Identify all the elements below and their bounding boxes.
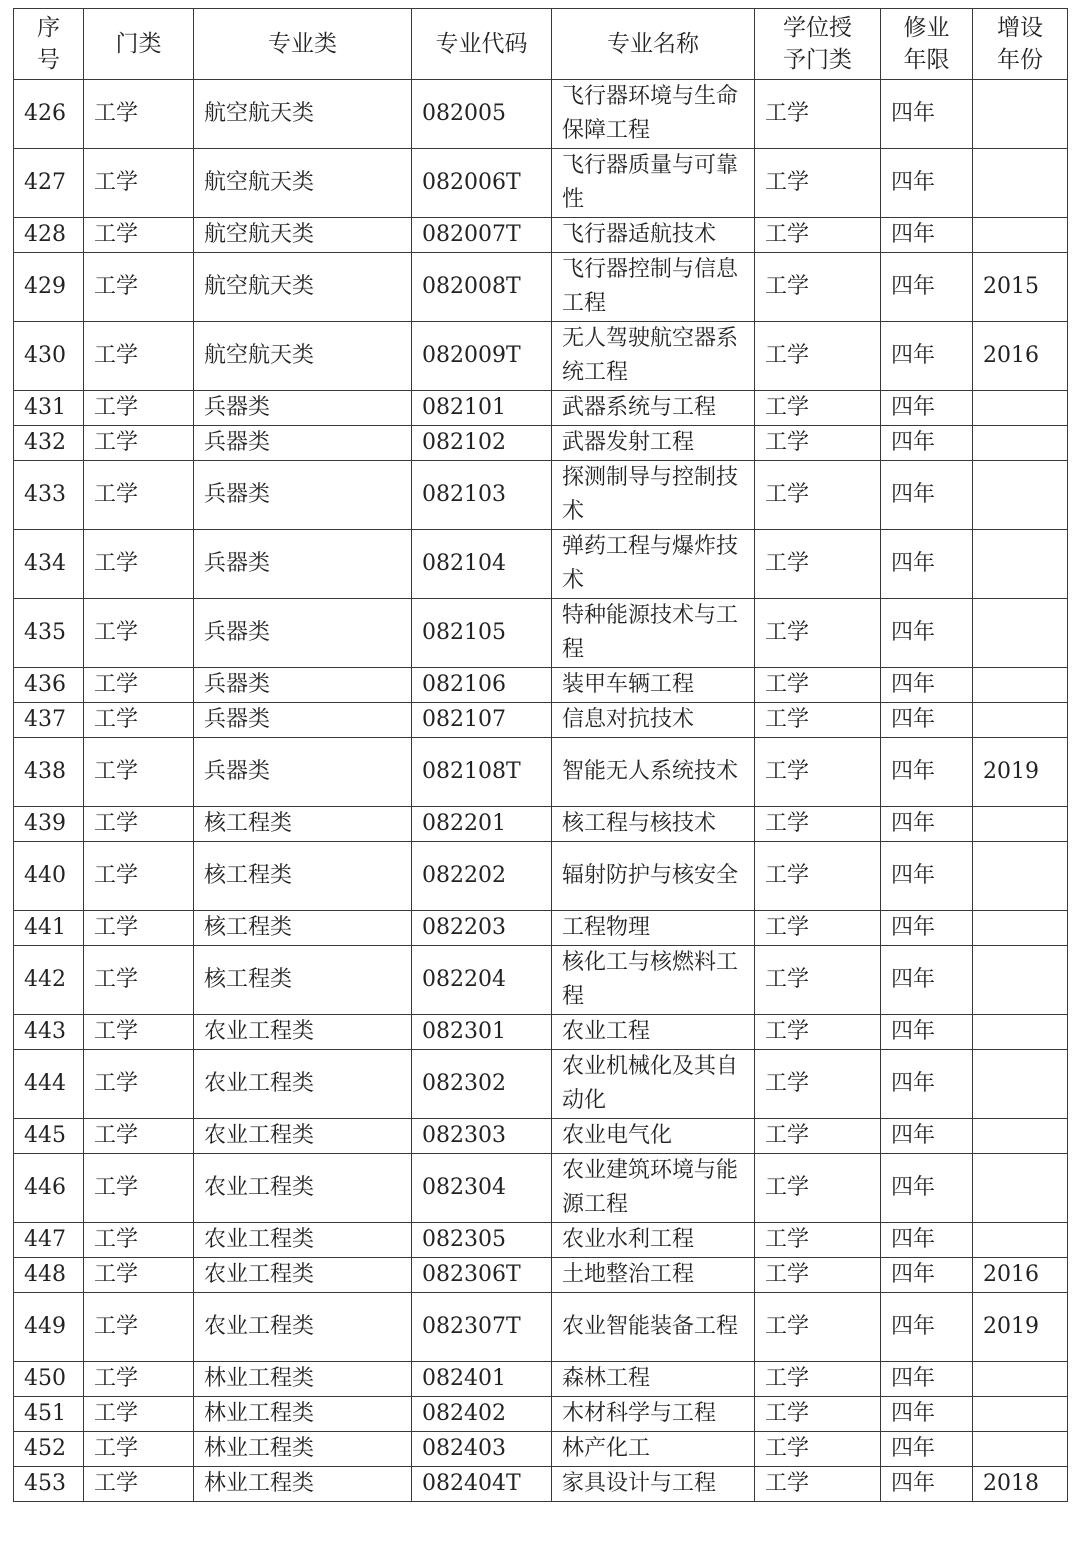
cell-year-added: 2016 [973,322,1068,391]
cell-study-years: 四年 [881,1154,973,1223]
cell-degree-category: 工学 [755,322,881,391]
cell-degree-category: 工学 [755,1397,881,1432]
cell-major-code: 082103 [412,461,552,530]
cell-major-name: 智能无人系统技术 [552,738,755,807]
cell-study-years: 四年 [881,391,973,426]
cell-major-class: 林业工程类 [194,1362,412,1397]
cell-major-class: 兵器类 [194,703,412,738]
table-row [14,218,1068,253]
cell-major-class: 航空航天类 [194,149,412,218]
cell-index: 427 [14,149,84,218]
cell-category: 工学 [84,461,194,530]
cell-study-years: 四年 [881,149,973,218]
cell-major-code: 082107 [412,703,552,738]
cell-year-added: 2019 [973,738,1068,807]
table-row [14,738,1068,807]
cell-category: 工学 [84,1362,194,1397]
cell-major-code: 082202 [412,842,552,911]
cell-category: 工学 [84,1119,194,1154]
cell-major-code: 082005 [412,80,552,149]
cell-study-years: 四年 [881,461,973,530]
cell-category: 工学 [84,738,194,807]
table-row [14,668,1068,703]
cell-index: 434 [14,530,84,599]
cell-study-years: 四年 [881,1050,973,1119]
cell-degree-category: 工学 [755,1015,881,1050]
cell-degree-category: 工学 [755,911,881,946]
cell-year-added [973,946,1068,1015]
document-table-container [13,8,1068,1502]
cell-category: 工学 [84,391,194,426]
cell-major-class: 农业工程类 [194,1293,412,1362]
cell-study-years: 四年 [881,1258,973,1293]
cell-category: 工学 [84,149,194,218]
cell-index: 435 [14,599,84,668]
cell-index: 449 [14,1293,84,1362]
cell-index: 442 [14,946,84,1015]
cell-major-code: 082305 [412,1223,552,1258]
cell-year-added [973,218,1068,253]
cell-index: 444 [14,1050,84,1119]
cell-major-name: 森林工程 [552,1362,755,1397]
cell-major-class: 农业工程类 [194,1223,412,1258]
cell-year-added [973,1432,1068,1467]
cell-category: 工学 [84,1258,194,1293]
cell-study-years: 四年 [881,911,973,946]
cell-index: 445 [14,1119,84,1154]
header-cell-study-years: 修业 年限 [881,9,973,80]
cell-category: 工学 [84,703,194,738]
cell-major-code: 082104 [412,530,552,599]
cell-major-class: 核工程类 [194,807,412,842]
cell-major-class: 兵器类 [194,461,412,530]
cell-degree-category: 工学 [755,218,881,253]
cell-degree-category: 工学 [755,149,881,218]
cell-year-added: 2015 [973,253,1068,322]
cell-index: 437 [14,703,84,738]
cell-category: 工学 [84,1467,194,1502]
cell-category: 工学 [84,911,194,946]
cell-year-added [973,391,1068,426]
cell-study-years: 四年 [881,1362,973,1397]
cell-study-years: 四年 [881,807,973,842]
cell-degree-category: 工学 [755,461,881,530]
cell-year-added [973,1154,1068,1223]
cell-index: 441 [14,911,84,946]
cell-major-class: 农业工程类 [194,1050,412,1119]
cell-major-name: 无人驾驶航空器系统工程 [552,322,755,391]
cell-degree-category: 工学 [755,842,881,911]
cell-year-added [973,599,1068,668]
cell-major-name: 核工程与核技术 [552,807,755,842]
header-cell-major-code: 专业代码 [412,9,552,80]
cell-study-years: 四年 [881,1432,973,1467]
table-row [14,1015,1068,1050]
table-row [14,253,1068,322]
table-row [14,426,1068,461]
cell-category: 工学 [84,80,194,149]
cell-major-code: 082102 [412,426,552,461]
cell-major-class: 核工程类 [194,842,412,911]
cell-major-name: 武器系统与工程 [552,391,755,426]
cell-major-code: 082009T [412,322,552,391]
cell-degree-category: 工学 [755,80,881,149]
cell-major-code: 082105 [412,599,552,668]
table-row [14,1258,1068,1293]
cell-index: 440 [14,842,84,911]
cell-major-code: 082403 [412,1432,552,1467]
table-row [14,80,1068,149]
cell-year-added [973,530,1068,599]
cell-major-name: 武器发射工程 [552,426,755,461]
cell-major-code: 082401 [412,1362,552,1397]
cell-degree-category: 工学 [755,530,881,599]
cell-category: 工学 [84,807,194,842]
cell-major-name: 农业智能装备工程 [552,1293,755,1362]
cell-degree-category: 工学 [755,426,881,461]
cell-degree-category: 工学 [755,1467,881,1502]
cell-year-added: 2016 [973,1258,1068,1293]
cell-major-class: 航空航天类 [194,322,412,391]
cell-year-added [973,80,1068,149]
cell-index: 448 [14,1258,84,1293]
table-row [14,322,1068,391]
cell-major-code: 082302 [412,1050,552,1119]
cell-major-code: 082306T [412,1258,552,1293]
table-row [14,149,1068,218]
cell-study-years: 四年 [881,530,973,599]
cell-major-name: 飞行器质量与可靠性 [552,149,755,218]
cell-category: 工学 [84,1293,194,1362]
cell-major-name: 农业水利工程 [552,1223,755,1258]
cell-major-class: 农业工程类 [194,1015,412,1050]
cell-degree-category: 工学 [755,1258,881,1293]
cell-index: 433 [14,461,84,530]
table-body [14,80,1068,1502]
cell-major-name: 飞行器适航技术 [552,218,755,253]
cell-major-name: 农业电气化 [552,1119,755,1154]
cell-category: 工学 [84,218,194,253]
cell-study-years: 四年 [881,668,973,703]
cell-degree-category: 工学 [755,668,881,703]
cell-study-years: 四年 [881,599,973,668]
cell-major-name: 农业建筑环境与能源工程 [552,1154,755,1223]
cell-degree-category: 工学 [755,253,881,322]
cell-major-class: 农业工程类 [194,1119,412,1154]
cell-major-code: 082404T [412,1467,552,1502]
cell-index: 439 [14,807,84,842]
cell-study-years: 四年 [881,218,973,253]
table-row [14,1293,1068,1362]
cell-index: 447 [14,1223,84,1258]
cell-index: 446 [14,1154,84,1223]
cell-major-name: 飞行器控制与信息工程 [552,253,755,322]
header-cell-major-class: 专业类 [194,9,412,80]
cell-category: 工学 [84,842,194,911]
cell-major-code: 082106 [412,668,552,703]
cell-major-name: 木材科学与工程 [552,1397,755,1432]
cell-major-name: 林产化工 [552,1432,755,1467]
cell-year-added [973,807,1068,842]
cell-major-code: 082008T [412,253,552,322]
cell-study-years: 四年 [881,1397,973,1432]
table-row [14,842,1068,911]
cell-year-added [973,842,1068,911]
table-row [14,1432,1068,1467]
cell-degree-category: 工学 [755,1050,881,1119]
cell-year-added [973,1362,1068,1397]
cell-index: 452 [14,1432,84,1467]
cell-index: 443 [14,1015,84,1050]
cell-major-class: 核工程类 [194,946,412,1015]
cell-study-years: 四年 [881,738,973,807]
cell-index: 451 [14,1397,84,1432]
cell-study-years: 四年 [881,322,973,391]
cell-index: 430 [14,322,84,391]
header-cell-year-added: 增设 年份 [973,9,1068,80]
cell-major-name: 飞行器环境与生命保障工程 [552,80,755,149]
cell-year-added [973,703,1068,738]
cell-degree-category: 工学 [755,807,881,842]
table-row [14,946,1068,1015]
cell-category: 工学 [84,1154,194,1223]
header-cell-major-name: 专业名称 [552,9,755,80]
cell-category: 工学 [84,1223,194,1258]
cell-major-class: 兵器类 [194,530,412,599]
cell-category: 工学 [84,253,194,322]
header-cell-degree-category: 学位授 予门类 [755,9,881,80]
cell-major-class: 农业工程类 [194,1258,412,1293]
cell-index: 450 [14,1362,84,1397]
table-row [14,1119,1068,1154]
cell-study-years: 四年 [881,946,973,1015]
cell-index: 428 [14,218,84,253]
cell-category: 工学 [84,1015,194,1050]
cell-study-years: 四年 [881,1015,973,1050]
cell-study-years: 四年 [881,1119,973,1154]
cell-year-added [973,1050,1068,1119]
cell-study-years: 四年 [881,703,973,738]
cell-category: 工学 [84,668,194,703]
cell-year-added: 2018 [973,1467,1068,1502]
cell-major-name: 信息对抗技术 [552,703,755,738]
cell-major-code: 082303 [412,1119,552,1154]
cell-study-years: 四年 [881,253,973,322]
cell-index: 429 [14,253,84,322]
cell-category: 工学 [84,426,194,461]
cell-degree-category: 工学 [755,1223,881,1258]
table-row [14,911,1068,946]
cell-major-code: 082402 [412,1397,552,1432]
cell-degree-category: 工学 [755,1362,881,1397]
table-row [14,1050,1068,1119]
table-row [14,391,1068,426]
cell-category: 工学 [84,1397,194,1432]
cell-study-years: 四年 [881,426,973,461]
table-row [14,1154,1068,1223]
cell-major-code: 082301 [412,1015,552,1050]
cell-study-years: 四年 [881,842,973,911]
cell-major-name: 特种能源技术与工程 [552,599,755,668]
cell-year-added: 2019 [973,1293,1068,1362]
cell-index: 438 [14,738,84,807]
cell-index: 432 [14,426,84,461]
table-row [14,599,1068,668]
table-row [14,1223,1068,1258]
cell-major-name: 探测制导与控制技术 [552,461,755,530]
cell-major-name: 土地整治工程 [552,1258,755,1293]
cell-year-added [973,911,1068,946]
cell-major-code: 082108T [412,738,552,807]
table-row [14,1362,1068,1397]
majors-table [13,8,1068,1502]
cell-index: 431 [14,391,84,426]
cell-degree-category: 工学 [755,1154,881,1223]
cell-degree-category: 工学 [755,1293,881,1362]
cell-major-class: 林业工程类 [194,1467,412,1502]
cell-degree-category: 工学 [755,599,881,668]
cell-category: 工学 [84,1432,194,1467]
cell-major-class: 兵器类 [194,599,412,668]
table-row [14,807,1068,842]
cell-major-class: 林业工程类 [194,1397,412,1432]
cell-year-added [973,1015,1068,1050]
cell-degree-category: 工学 [755,738,881,807]
cell-major-code: 082007T [412,218,552,253]
cell-category: 工学 [84,1050,194,1119]
cell-year-added [973,668,1068,703]
cell-degree-category: 工学 [755,391,881,426]
cell-study-years: 四年 [881,1467,973,1502]
cell-major-name: 弹药工程与爆炸技术 [552,530,755,599]
cell-year-added [973,1119,1068,1154]
cell-major-class: 航空航天类 [194,253,412,322]
cell-major-name: 核化工与核燃料工程 [552,946,755,1015]
cell-major-class: 农业工程类 [194,1154,412,1223]
cell-major-code: 082006T [412,149,552,218]
cell-major-name: 辐射防护与核安全 [552,842,755,911]
cell-major-name: 装甲车辆工程 [552,668,755,703]
cell-study-years: 四年 [881,80,973,149]
cell-degree-category: 工学 [755,703,881,738]
cell-major-class: 航空航天类 [194,218,412,253]
cell-degree-category: 工学 [755,1119,881,1154]
cell-major-name: 农业工程 [552,1015,755,1050]
cell-index: 453 [14,1467,84,1502]
table-row [14,530,1068,599]
cell-major-class: 兵器类 [194,668,412,703]
cell-year-added [973,461,1068,530]
cell-major-code: 082204 [412,946,552,1015]
cell-year-added [973,149,1068,218]
cell-major-code: 082307T [412,1293,552,1362]
cell-category: 工学 [84,322,194,391]
cell-major-class: 兵器类 [194,391,412,426]
cell-major-code: 082101 [412,391,552,426]
header-row [14,9,1068,80]
cell-degree-category: 工学 [755,1432,881,1467]
cell-major-code: 082304 [412,1154,552,1223]
cell-major-name: 家具设计与工程 [552,1467,755,1502]
cell-major-class: 航空航天类 [194,80,412,149]
cell-study-years: 四年 [881,1223,973,1258]
cell-year-added [973,1397,1068,1432]
cell-major-class: 林业工程类 [194,1432,412,1467]
cell-year-added [973,1223,1068,1258]
cell-category: 工学 [84,530,194,599]
header-cell-category: 门类 [84,9,194,80]
table-row [14,703,1068,738]
cell-major-code: 082203 [412,911,552,946]
table-row [14,1397,1068,1432]
cell-major-class: 兵器类 [194,738,412,807]
cell-study-years: 四年 [881,1293,973,1362]
cell-year-added [973,426,1068,461]
table-row [14,461,1068,530]
cell-major-name: 农业机械化及其自动化 [552,1050,755,1119]
cell-major-class: 核工程类 [194,911,412,946]
cell-category: 工学 [84,599,194,668]
cell-index: 426 [14,80,84,149]
table-row [14,1467,1068,1502]
cell-degree-category: 工学 [755,946,881,1015]
cell-index: 436 [14,668,84,703]
cell-major-code: 082201 [412,807,552,842]
header-cell-index: 序 号 [14,9,84,80]
cell-major-class: 兵器类 [194,426,412,461]
cell-category: 工学 [84,946,194,1015]
cell-major-name: 工程物理 [552,911,755,946]
